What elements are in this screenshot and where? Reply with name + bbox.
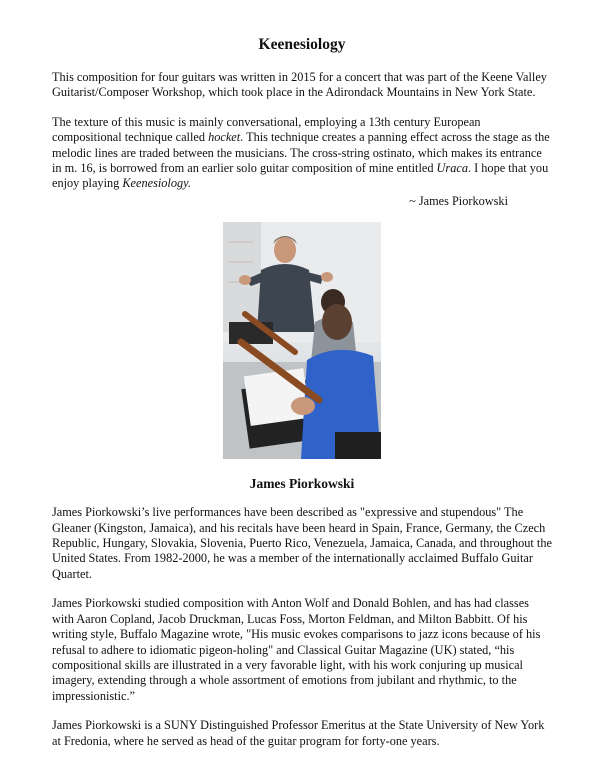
- texture-em-keenesiology: Keenesiology.: [122, 176, 192, 191]
- photo-container: [52, 222, 552, 459]
- intro-paragraph: This composition for four guitars was written in 2015 for a concert that was part of the Keene Valley Guitarist/Composer Workshop, which took place in the Adirondack Mountains in New York State.: [52, 70, 547, 100]
- texture-text-a: The texture of this music is mainly conversational, employing a 13th century European compositional technique called: [52, 114, 481, 145]
- bio-paragraph-2: James Piorkowski studied composition with Anton Wolf and Donald Bohlen, and has had classes with Aaron Copland, Jacob Druckman, Lucas Foss, Morton Feldman, and Milton Babbitt. Of his writing style, Buffalo Magazine wrote, "His music evokes comparisons to jazz icons because of his refusal to adhere to idiomatic pigeon-holing" and Classical Guitar Magazine (UK) stated, “his compositional skills are illustrated in a very favorable light, with his work conjuring up musical imagery, extending through a whole assortment of emotions from jubilant and rhythmic, to the impressionistic.”: [52, 596, 541, 703]
- texture-text-c: . I hope that you enjoy playing: [52, 161, 549, 191]
- bio-paragraph-1: James Piorkowski’s live performances have been described as "expressive and stupendous" The Gleaner (Kingston, Jamaica), and his recitals have been heard in Spain, France, Germany, the Czech Republic, Hungary, Slovakia, Slovenia, Puerto Rico, Venezuela, Jamaica, Canada, and throughout the United States. From 1982-2000, he was a member of the internationally acclaimed Buffalo Guitar Quartet.: [52, 505, 552, 581]
- texture-em-uraca: Uraca: [436, 161, 468, 176]
- photo-illustration: [223, 222, 381, 459]
- bio-heading: James Piorkowski: [249, 476, 355, 492]
- document-title: Keenesiology: [258, 36, 346, 53]
- signature: ~ James Piorkowski: [409, 193, 508, 208]
- bio-paragraph-3: James Piorkowski is a SUNY Distinguished Professor Emeritus at the State University of New York at Fredonia, where he served as head of the guitar program for forty-one years.: [52, 718, 545, 748]
- composer-photo: [223, 222, 381, 459]
- texture-em-hocket: hocket: [208, 130, 241, 145]
- texture-text-b: . This technique creates a panning effect across the stage as the melodic lines are traded between the musicians. The cross-string ostinato, which makes its entrance in m. 16, is borrowed from an earlier solo guitar composition of mine entitled: [52, 130, 550, 176]
- texture-paragraph: [52, 115, 552, 192]
